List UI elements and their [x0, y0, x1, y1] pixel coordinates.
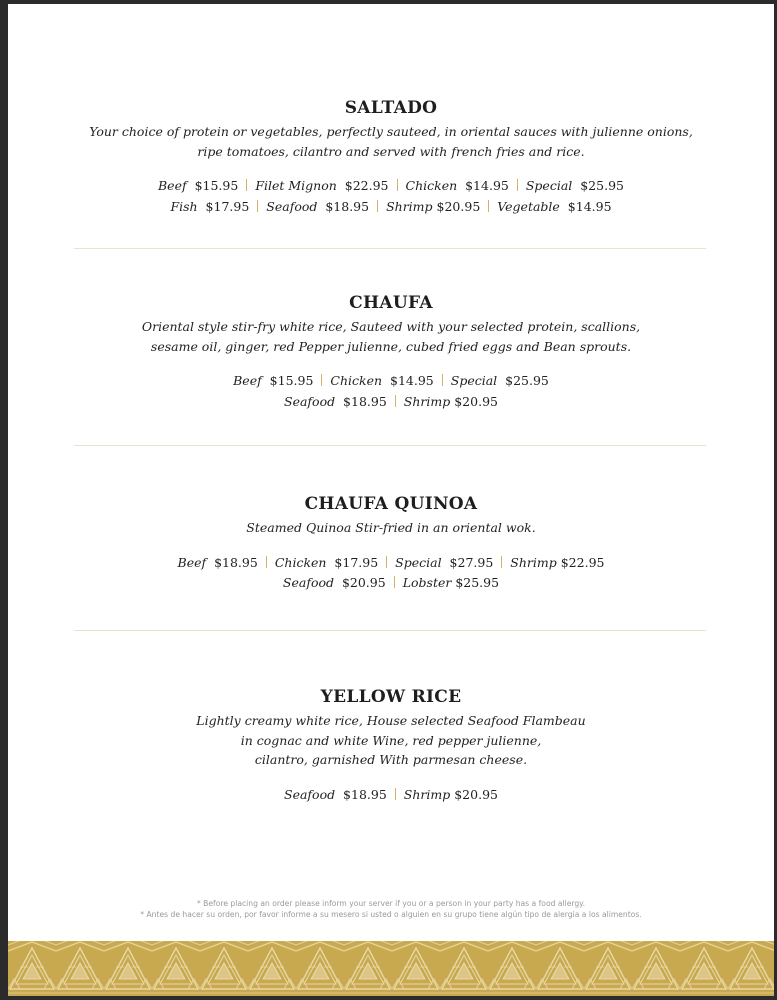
price-line — [8, 553, 774, 574]
item-name: Lobster — [402, 575, 452, 590]
section-title: YELLOW RICE — [320, 687, 462, 707]
item-name: Shrimp — [403, 786, 451, 802]
section-title: CHAUFA QUINOA — [304, 494, 478, 514]
price-separator — [386, 556, 387, 568]
price-separator — [321, 374, 322, 386]
menu-section-chaufa — [8, 291, 774, 412]
section-description — [8, 317, 774, 356]
price-list — [8, 785, 774, 806]
price-separator — [395, 395, 396, 407]
description-line: Lightly creamy white rice, House selected Seafood Flambeau — [196, 713, 586, 728]
description-line: Steamed Quinoa Stir-fried in an oriental wok. — [246, 520, 536, 535]
menu-section-yellow-rice — [8, 685, 774, 805]
item-name: Beef — [177, 554, 207, 570]
price-line — [8, 785, 774, 806]
price-line — [8, 573, 774, 594]
description-line: cilantro, garnished With parmesan cheese. — [254, 752, 528, 767]
footnote-spanish: * Antes de hacer su orden, por favor informe a su mesero si usted o alguien en su grupo tiene algún tipo de alergia a los alimentos. — [140, 910, 642, 919]
description-line: sesame oil, ginger, red Pepper julienne, cubed fried eggs and Bean sprouts. — [150, 338, 632, 354]
item-price: $20.95 — [436, 198, 481, 214]
item-name: Chicken — [405, 178, 458, 193]
price-list — [8, 553, 774, 594]
price-separator — [377, 200, 378, 212]
item-name: Chicken — [274, 554, 327, 570]
price-separator — [394, 576, 395, 588]
item-price: $14.95 — [465, 178, 509, 193]
item-name: Shrimp — [386, 198, 433, 214]
price-separator — [517, 179, 518, 191]
item-price: $20.95 — [454, 786, 498, 802]
description-line: ripe tomatoes, cilantro and served with french fries and rice. — [197, 143, 585, 159]
section-title: SALTADO — [344, 98, 438, 118]
item-price: $18.95 — [214, 554, 258, 570]
price-line — [8, 197, 774, 218]
price-line — [8, 176, 774, 197]
price-separator — [501, 556, 502, 568]
item-name: Vegetable — [497, 198, 560, 214]
price-list — [8, 371, 774, 412]
item-price: $18.95 — [343, 786, 387, 802]
item-price: $15.95 — [269, 373, 314, 388]
item-name: Special — [525, 178, 573, 193]
section-divider — [74, 248, 706, 249]
price-separator — [246, 179, 247, 191]
item-price: $17.95 — [334, 554, 379, 570]
item-price: $20.95 — [341, 575, 386, 590]
section-divider — [74, 445, 706, 446]
item-price: $18.95 — [325, 198, 370, 214]
item-price: $18.95 — [343, 393, 387, 409]
item-price: $22.95 — [560, 554, 605, 570]
item-name: Shrimp — [403, 393, 451, 409]
item-name: Shrimp — [510, 554, 557, 570]
item-name: Filet Mignon — [255, 178, 337, 193]
item-name: Fish — [170, 198, 198, 214]
section-divider — [74, 630, 706, 631]
section-title: CHAUFA — [349, 293, 433, 313]
price-separator — [488, 200, 489, 212]
description-line: Oriental style stir-fry white rice, Sauteed with your selected protein, scallions, — [141, 319, 641, 334]
item-name: Seafood — [266, 198, 318, 214]
item-name: Special — [395, 554, 442, 570]
menu-section-saltado — [8, 96, 774, 217]
item-price: $15.95 — [194, 178, 239, 193]
section-description — [8, 711, 774, 770]
section-description — [8, 518, 774, 538]
section-description — [8, 122, 774, 161]
footnote-english: * Before placing an order please inform your server if you or a person in your party has a food allergy. — [196, 899, 586, 908]
item-price: $27.95 — [449, 554, 494, 570]
item-price: $17.95 — [205, 198, 250, 214]
price-separator — [266, 556, 267, 568]
decorative-border-pattern — [8, 941, 774, 996]
price-line — [8, 371, 774, 392]
description-line: Your choice of protein or vegetables, perfectly sauteed, in oriental sauces with julienne onions, — [89, 124, 693, 139]
item-name: Beef — [158, 178, 187, 193]
price-line — [8, 392, 774, 413]
item-price: $14.95 — [567, 198, 612, 214]
price-separator — [397, 179, 398, 191]
item-price: $25.95 — [455, 575, 500, 590]
item-name: Beef — [233, 373, 262, 388]
menu-section-chaufa-quinoa — [8, 492, 774, 594]
item-price: $22.95 — [344, 178, 389, 193]
item-name: Seafood — [284, 786, 336, 802]
item-price: $20.95 — [454, 393, 498, 409]
price-separator — [395, 788, 396, 800]
price-separator — [442, 374, 443, 386]
item-price: $14.95 — [390, 373, 434, 388]
item-name: Seafood — [284, 393, 336, 409]
item-name: Chicken — [330, 373, 383, 388]
price-list — [8, 176, 774, 217]
description-line: in cognac and white Wine, red pepper julienne, — [240, 732, 542, 748]
item-price: $25.95 — [580, 178, 624, 193]
price-separator — [257, 200, 258, 212]
item-name: Seafood — [282, 575, 334, 590]
zigzag-pattern-icon — [8, 941, 774, 996]
allergy-footnote — [8, 898, 774, 920]
menu-page — [8, 4, 774, 996]
item-price: $25.95 — [505, 373, 549, 388]
item-name: Special — [450, 373, 498, 388]
